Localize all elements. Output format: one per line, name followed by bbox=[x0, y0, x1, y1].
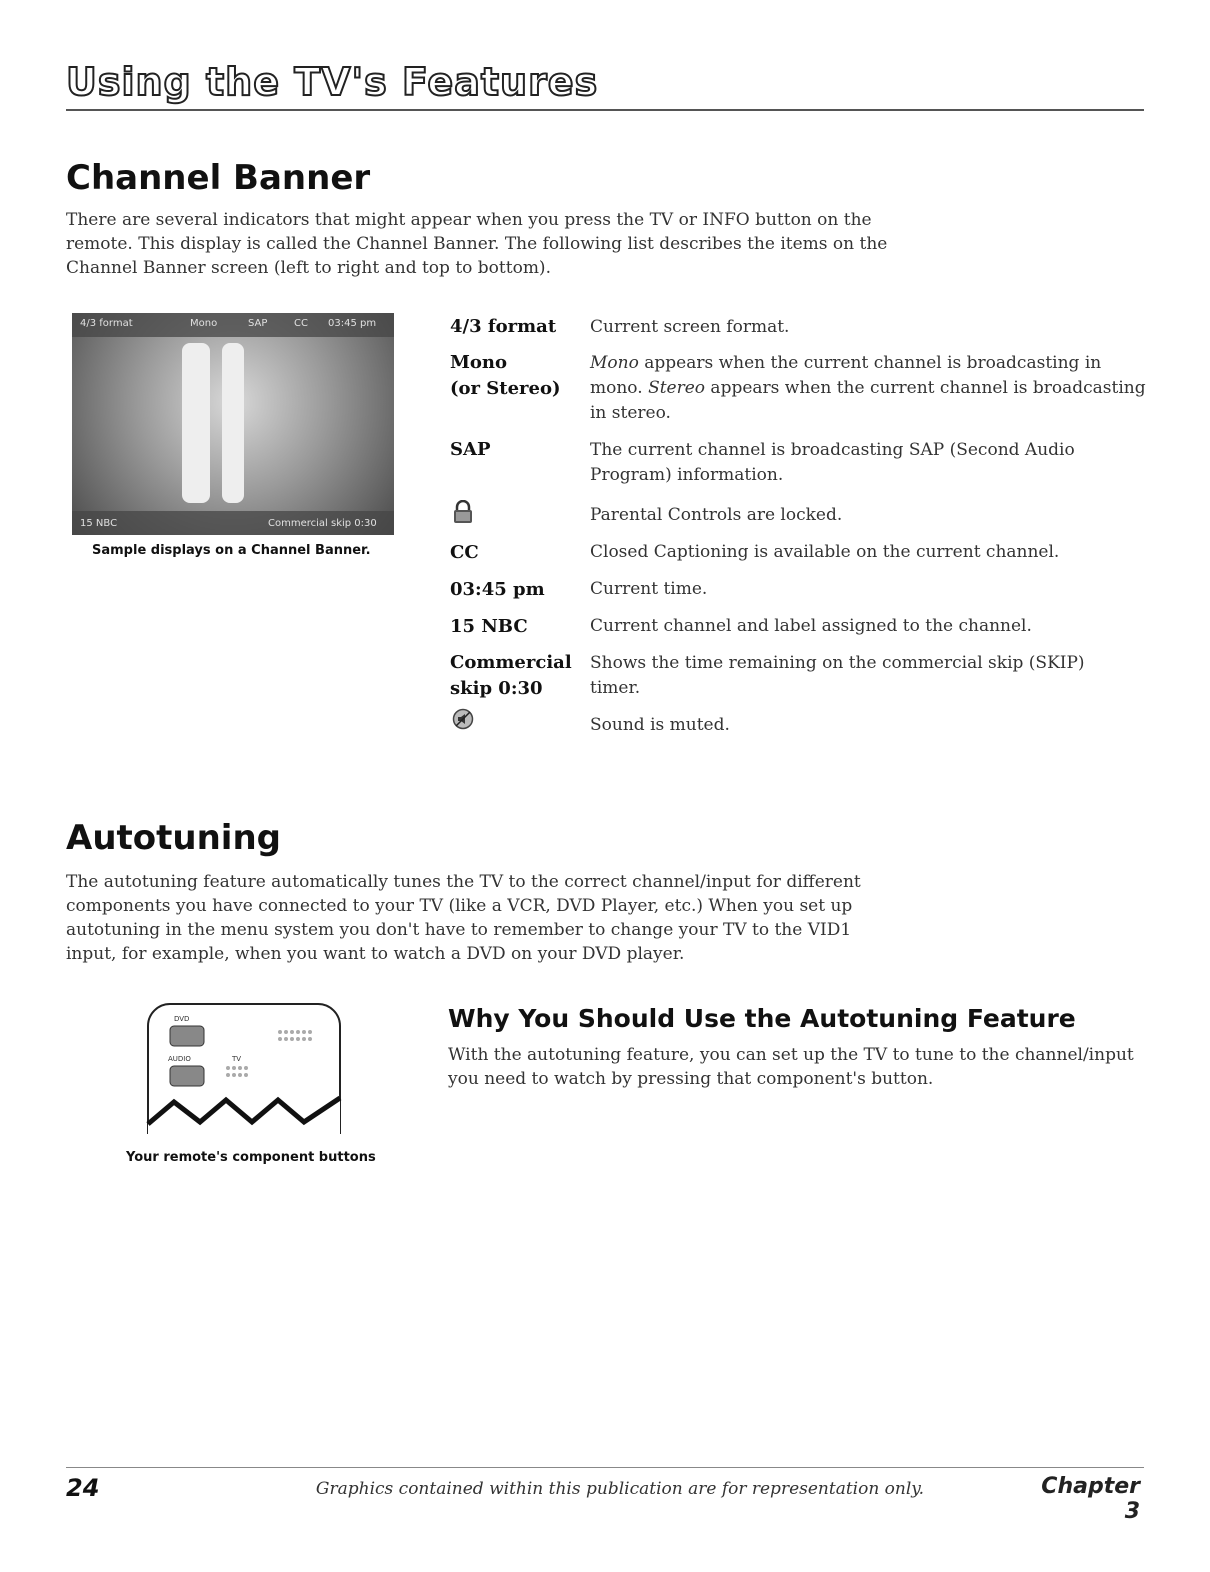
term-line: skip 0:30 bbox=[450, 678, 543, 699]
intro-line: components you have connected to your TV (like a VCR, DVD Player, etc.) When you set up bbox=[66, 896, 853, 916]
intro-line: The autotuning feature automatically tunes the TV to the correct channel/input for different bbox=[66, 872, 861, 892]
image-label-time: 03:45 pm bbox=[328, 318, 377, 329]
def-time: Current time. bbox=[590, 579, 708, 599]
def-mono bbox=[590, 351, 1150, 426]
waterfall-shape bbox=[222, 343, 244, 503]
def-line: Program) information. bbox=[590, 465, 784, 485]
image-caption: Sample displays on a Channel Banner. bbox=[92, 543, 371, 558]
image-label-cc: CC bbox=[294, 318, 308, 329]
header-divider bbox=[66, 109, 1144, 111]
remote-caption: Your remote's component buttons bbox=[126, 1150, 376, 1165]
def-text: mono. bbox=[590, 378, 649, 398]
def-channel: Current channel and label assigned to the channel. bbox=[590, 616, 1032, 636]
def-line bbox=[590, 351, 1150, 376]
remote-label-audio: AUDIO bbox=[168, 1055, 191, 1063]
lock-icon bbox=[452, 500, 474, 528]
channel-banner-heading: Channel Banner bbox=[66, 158, 371, 198]
term-time: 03:45 pm bbox=[450, 579, 545, 600]
italic-term: Mono bbox=[590, 353, 639, 373]
page-number: 24 bbox=[66, 1474, 100, 1502]
italic-term: Stereo bbox=[648, 378, 706, 398]
def-cc: Closed Captioning is available on the current channel. bbox=[590, 542, 1060, 562]
def-line bbox=[590, 376, 1150, 401]
term-sap: SAP bbox=[450, 439, 491, 460]
intro-line: input, for example, when you want to watch a DVD on your DVD player. bbox=[66, 944, 685, 964]
autotuning-heading: Autotuning bbox=[66, 818, 281, 858]
waterfall-shape bbox=[182, 343, 210, 503]
image-label-format: 4/3 format bbox=[80, 318, 133, 329]
def-text: appears when the current channel is broadcasting in bbox=[638, 353, 1102, 373]
term-commercial-skip bbox=[450, 650, 585, 702]
remote-label-tv: TV bbox=[232, 1055, 242, 1063]
def-format: Current screen format. bbox=[590, 317, 790, 337]
intro-line: remote. This display is called the Channel Banner. The following list describes the items on the bbox=[66, 234, 888, 254]
remote-label-dvd: DVD bbox=[174, 1015, 190, 1023]
def-line: Shows the time remaining on the commercial skip (SKIP) bbox=[590, 653, 1085, 673]
term-channel: 15 NBC bbox=[450, 616, 528, 637]
term-mono bbox=[450, 350, 580, 402]
term-cc: CC bbox=[450, 542, 479, 563]
term-format: 4/3 format bbox=[450, 316, 557, 337]
image-label-commercial: Commercial skip 0:30 bbox=[268, 518, 377, 529]
autotuning-subheading: Why You Should Use the Autotuning Feature bbox=[448, 1004, 1076, 1033]
image-label-channel: 15 NBC bbox=[80, 518, 118, 529]
def-line: in stereo. bbox=[590, 403, 671, 423]
remote-component-buttons-illustration bbox=[146, 1002, 342, 1134]
intro-line: There are several indicators that might appear when you press the TV or INFO button on the bbox=[66, 210, 872, 230]
sub-text-line: you need to watch by pressing that component's button. bbox=[448, 1069, 934, 1089]
intro-line: Channel Banner screen (left to right and top to bottom). bbox=[66, 258, 551, 278]
intro-line: autotuning in the menu system you don't have to remember to change your TV to the VID1 bbox=[66, 920, 852, 940]
autotuning-intro bbox=[66, 870, 906, 966]
term-line: Commercial bbox=[450, 652, 572, 673]
channel-banner-sample-image bbox=[72, 313, 394, 535]
image-label-sap: SAP bbox=[248, 318, 268, 329]
autotuning-sub-text bbox=[448, 1043, 1148, 1091]
def-text: appears when the current channel is broadcasting bbox=[705, 378, 1146, 398]
def-sap bbox=[590, 438, 1150, 488]
def-commercial-skip bbox=[590, 651, 1150, 701]
def-lock: Parental Controls are locked. bbox=[590, 505, 843, 525]
term-line: Mono bbox=[450, 352, 508, 373]
channel-banner-intro bbox=[66, 208, 906, 280]
image-label-mono: Mono bbox=[190, 318, 218, 329]
def-mute: Sound is muted. bbox=[590, 715, 730, 735]
mute-icon bbox=[452, 708, 474, 734]
footer-divider bbox=[66, 1467, 1144, 1468]
term-line: (or Stereo) bbox=[450, 378, 561, 399]
footer-note: Graphics contained within this publication are for representation only. bbox=[315, 1479, 925, 1499]
sub-text-line: With the autotuning feature, you can set up the TV to tune to the channel/input bbox=[448, 1045, 1134, 1065]
page-header-title: Using the TV's Features bbox=[66, 60, 599, 104]
def-line: timer. bbox=[590, 678, 641, 698]
chapter-label: Chapter 3 bbox=[1041, 1474, 1140, 1524]
def-line: The current channel is broadcasting SAP (Second Audio bbox=[590, 440, 1075, 460]
